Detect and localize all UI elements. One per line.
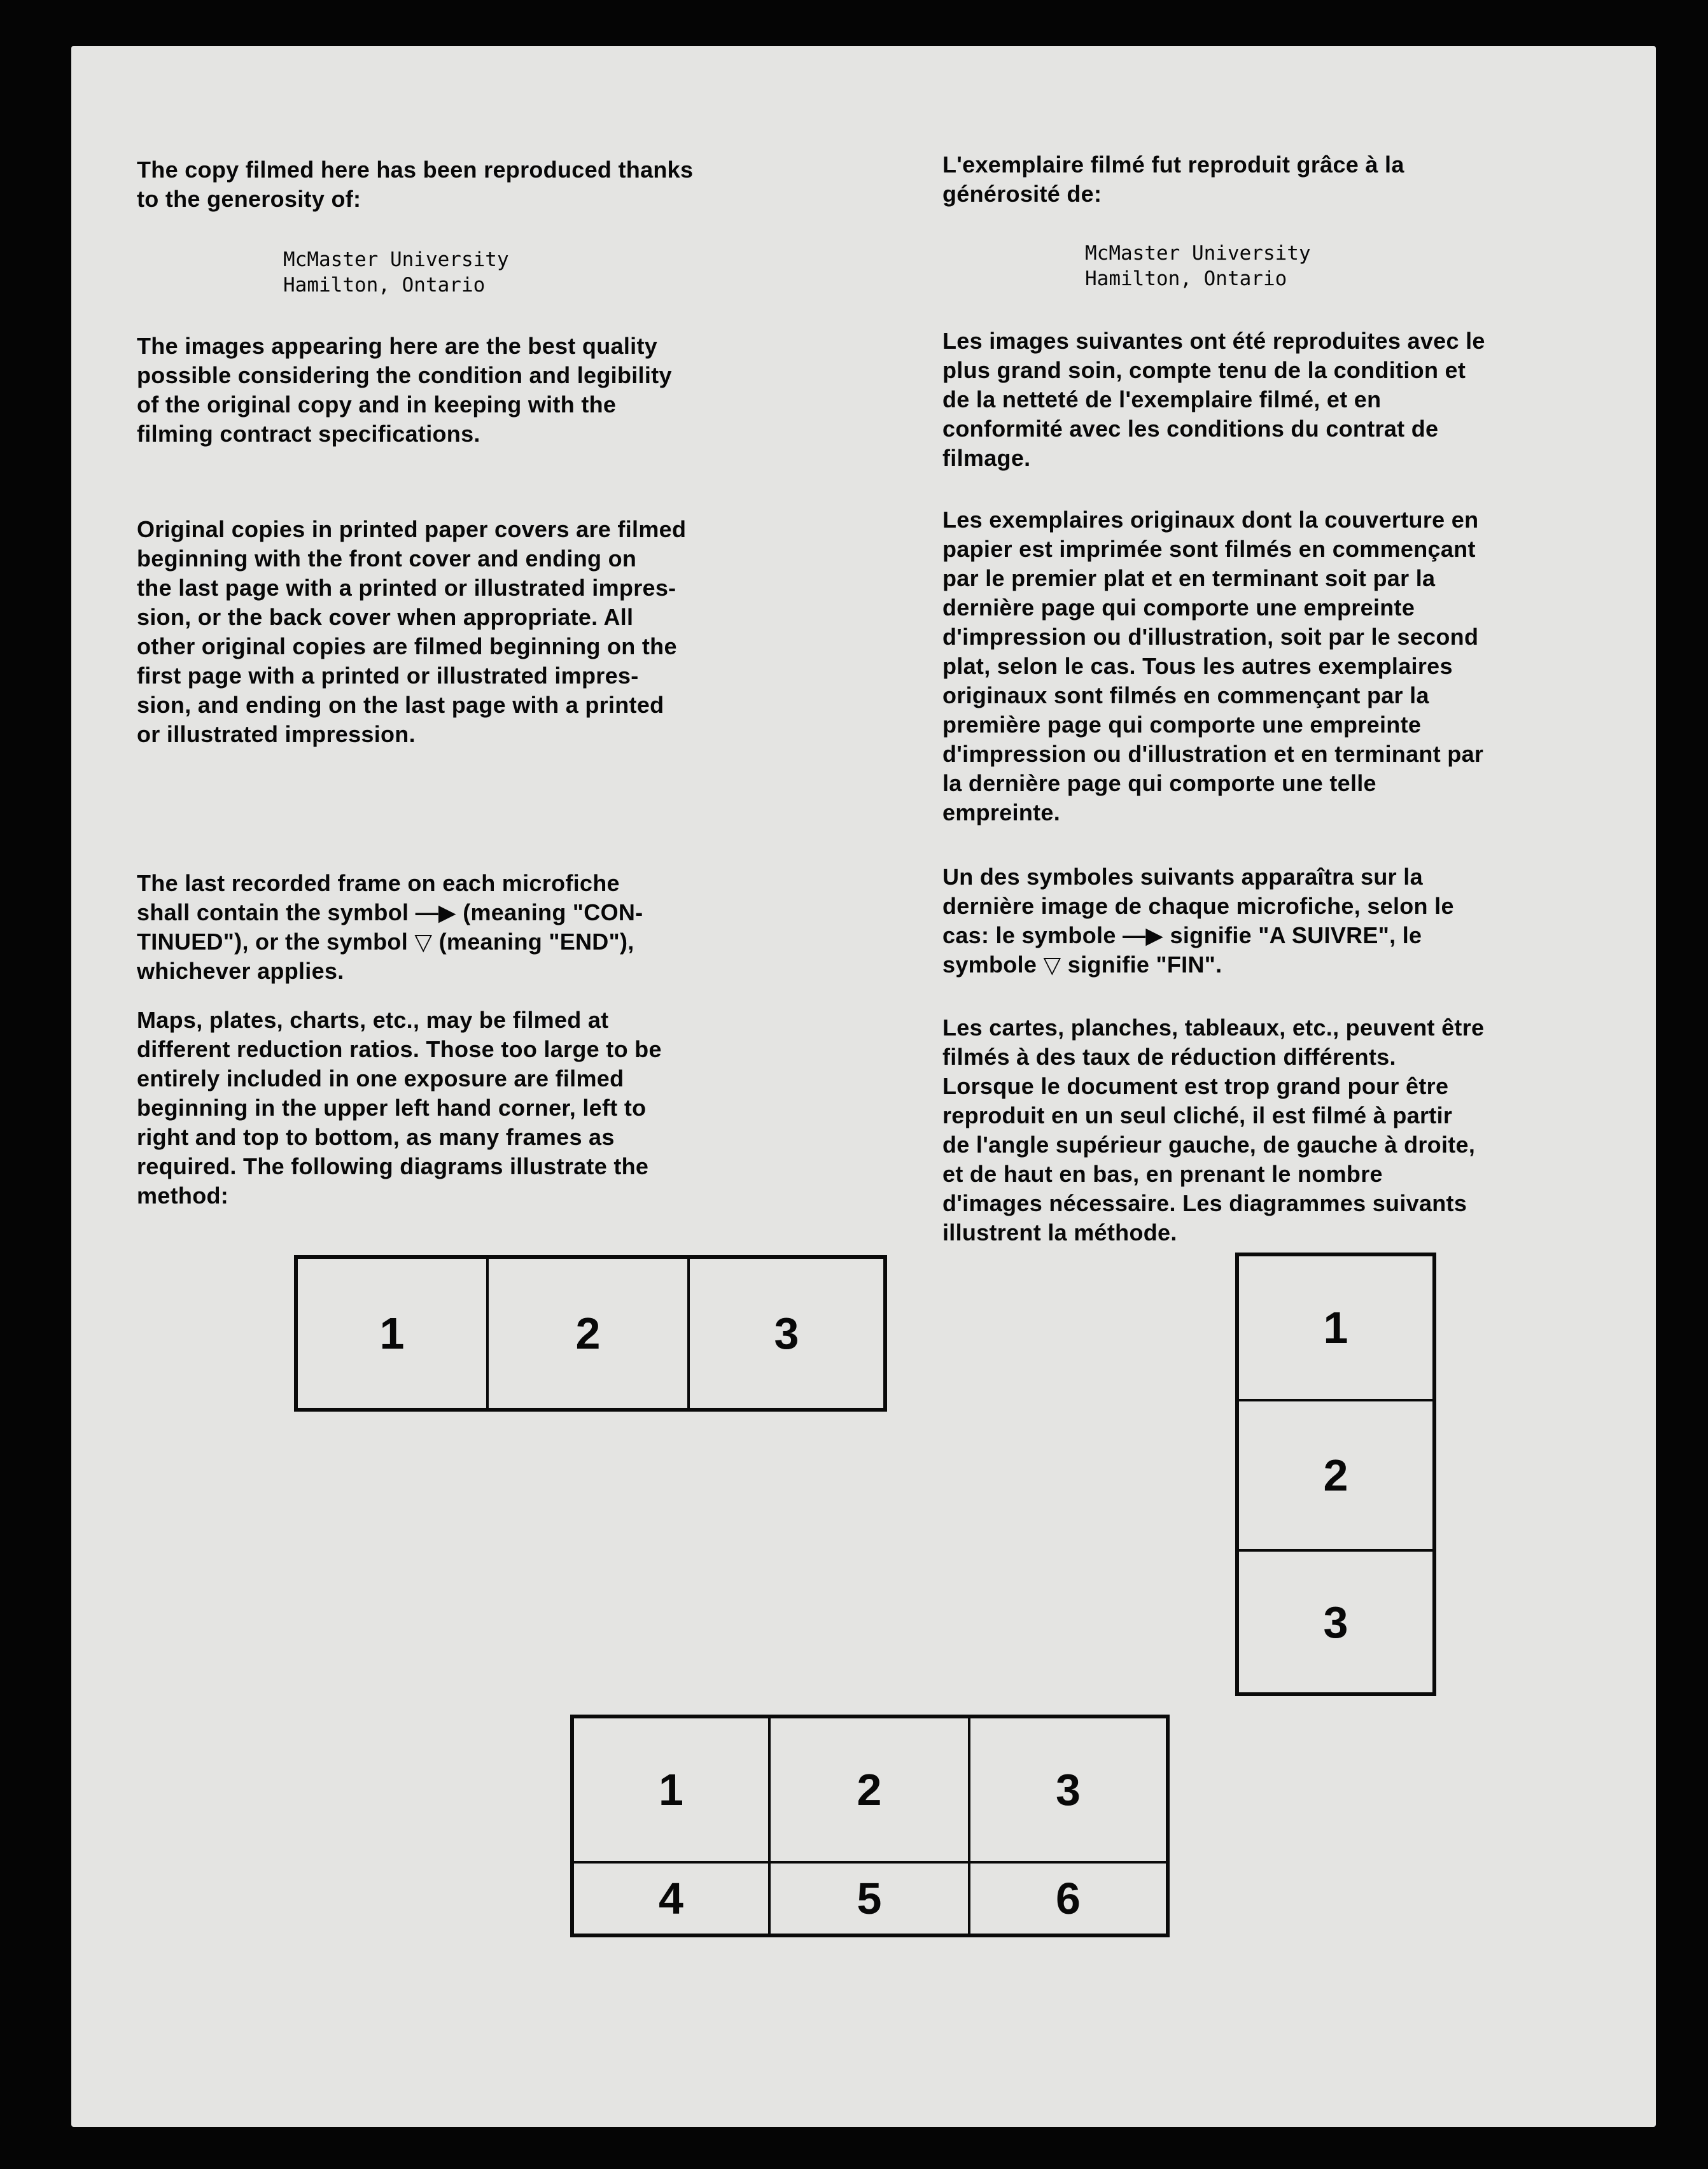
english-institution: McMaster University Hamilton, Ontario xyxy=(283,248,509,297)
french-symbols-text-2: signifie "A SUIVRE", le symbole xyxy=(942,922,1422,978)
end-triangle-icon: ▽ xyxy=(414,929,433,955)
column-frame-1: 1 xyxy=(1239,1256,1432,1401)
column-diagram xyxy=(1235,1253,1436,1696)
grid-frame-3: 3 xyxy=(970,1718,1166,1864)
english-symbols-text-2: (meaning "CON- TINUED"), or the symbol xyxy=(137,899,643,955)
grid-frame-1: 1 xyxy=(574,1718,771,1864)
english-quality-paragraph: The images appearing here are the best quality possible considering the condition and legibility of the original copy and in keeping with the filming contract specifications. xyxy=(137,333,672,447)
continued-arrow-icon: —▶ xyxy=(1122,922,1164,948)
grid-frame-5: 5 xyxy=(771,1864,970,1934)
french-symbols-paragraph xyxy=(942,862,1604,979)
row-frame-2: 2 xyxy=(489,1259,690,1408)
english-covers-paragraph: Original copies in printed paper covers are filmed beginning with the front cover and ending on the last page with a printed or illustrated impres- sion, or the back cover when appropriate. All other original copies are filmed beginning on the first page with a printed or illustrated impres- sion, and ending on the last page with a printed or illustrated impression. xyxy=(137,516,687,747)
column-frame-2: 2 xyxy=(1239,1401,1432,1552)
row-frame-3: 3 xyxy=(774,1309,799,1358)
column-frame-3: 3 xyxy=(1323,1597,1348,1647)
english-symbols-text-1: The last recorded frame on each microfiche shall contain the symbol xyxy=(137,870,620,925)
french-institution: McMaster University Hamilton, Ontario xyxy=(1085,242,1311,290)
grid-frame-2: 2 xyxy=(771,1718,970,1864)
french-maps-paragraph: Les cartes, planches, tableaux, etc., peuvent être filmés à des taux de réduction différents. Lorsque le document est trop grand pour être reproduit en un seul cliché, il est filmé à partir de l'angle supérieur gauche, de gauche à droite, et de haut en bas, en prenant le nombre d'images nécessaire. Les diagrammes suivants illustrent la méthode. xyxy=(942,1014,1485,1246)
microfiche-target-page xyxy=(71,46,1656,2127)
english-maps-paragraph: Maps, plates, charts, etc., may be filmed at different reduction ratios. Those too large to be entirely included in one exposure are filmed beginning in the upper left hand corner, left to right and top to bottom, as many frames as required. The following diagrams illustrate the method: xyxy=(137,1007,662,1209)
row-frame-1: 1 xyxy=(298,1259,489,1408)
french-symbols-text-3: signifie "FIN". xyxy=(1061,951,1222,978)
french-covers-paragraph: Les exemplaires originaux dont la couverture en papier est imprimée sont filmés en commençant par le premier plat et en terminant soit par la dernière page qui comporte une empreinte d'impression ou d'illustration, soit par le second plat, selon le cas. Tous les autres exemplaires originaux sont filmés en commençant par la première page qui comporte une empreinte d'impression ou d'illustration et en terminant par la dernière page qui comporte une telle empreinte. xyxy=(942,507,1484,825)
english-symbols-text-3: (meaning "END"), whichever applies. xyxy=(137,929,634,984)
grid-diagram xyxy=(570,1715,1170,1937)
end-triangle-icon: ▽ xyxy=(1043,951,1061,978)
grid-frame-6: 6 xyxy=(1056,1874,1081,1923)
english-intro: The copy filmed here has been reproduced thanks to the generosity of: xyxy=(137,157,694,212)
grid-frame-4: 4 xyxy=(574,1864,771,1934)
french-symbols-text-1: Un des symboles suivants apparaîtra sur la dernière image de chaque microfiche, selon le cas: le symbole xyxy=(942,864,1454,948)
french-quality-paragraph: Les images suivantes ont été reproduites avec le plus grand soin, compte tenu de la condition et de la netteté de l'exemplaire filmé, et en conformité avec les conditions du contrat de filmage. xyxy=(942,328,1485,471)
row-diagram xyxy=(294,1255,887,1412)
english-symbols-paragraph xyxy=(137,869,792,986)
continued-arrow-icon: —▶ xyxy=(415,899,456,925)
french-intro: L'exemplaire filmé fut reproduit grâce à la générosité de: xyxy=(942,151,1404,207)
